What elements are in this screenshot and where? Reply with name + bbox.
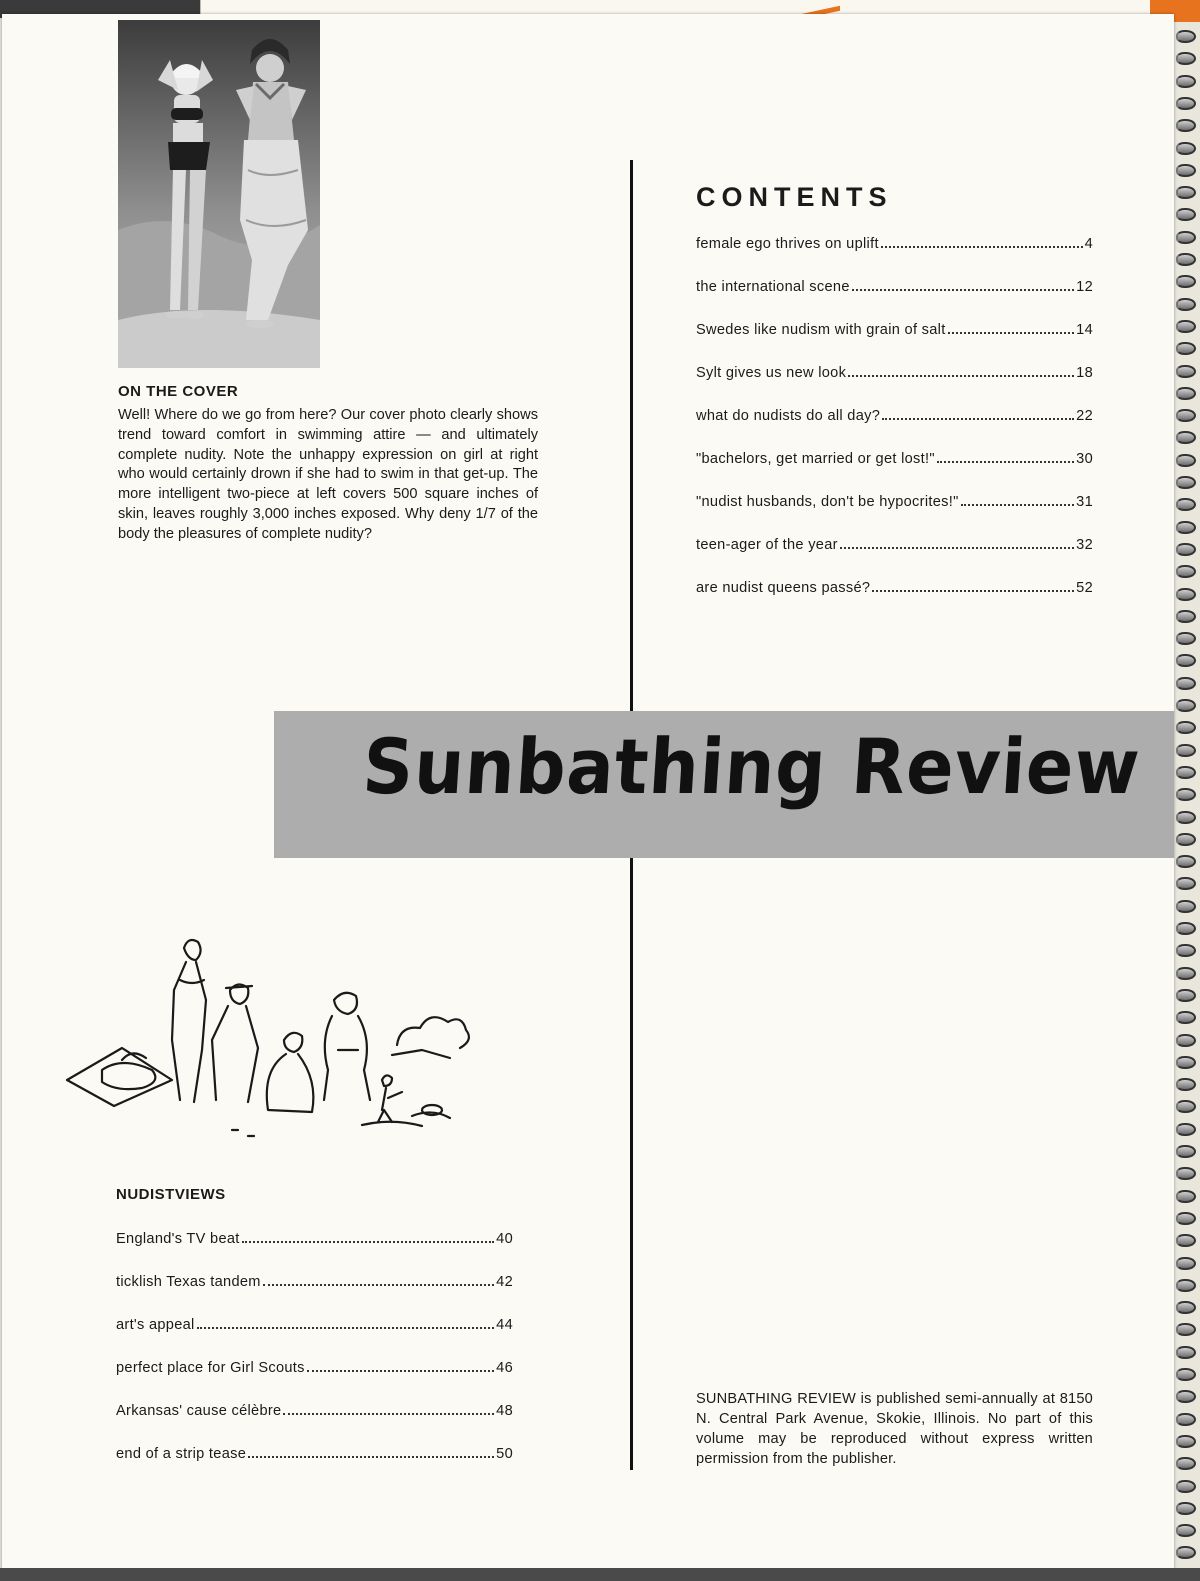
spiral-coil: [1176, 1368, 1196, 1381]
spiral-coil: [1176, 164, 1196, 177]
nudistviews-item-title: perfect place for Girl Scouts: [116, 1360, 305, 1376]
contents-item[interactable]: [696, 279, 1093, 322]
cover-photo: [118, 20, 320, 368]
nudistviews-list: [116, 1231, 513, 1489]
spiral-coil: [1176, 75, 1196, 88]
nudistviews-item-page: 46: [496, 1360, 513, 1376]
contents-title: CONTENTS: [696, 182, 893, 212]
dot-leader: [848, 375, 1074, 377]
spiral-coil: [1176, 1390, 1196, 1403]
spiral-coil: [1176, 1234, 1196, 1247]
dot-leader: [881, 246, 1083, 248]
spiral-coil: [1176, 342, 1196, 355]
nudistviews-item-title: ticklish Texas tandem: [116, 1274, 261, 1290]
spiral-coil: [1176, 1078, 1196, 1091]
spiral-coil: [1176, 833, 1196, 846]
contents-item-title: what do nudists do all day?: [696, 408, 881, 424]
on-the-cover-heading: ON THE COVER: [118, 383, 239, 400]
spiral-coil: [1176, 208, 1196, 221]
contents-item-title: Swedes like nudism with grain of salt: [696, 322, 946, 338]
spiral-coil: [1176, 409, 1196, 422]
spiral-coil: [1176, 1011, 1196, 1024]
contents-item[interactable]: [696, 537, 1093, 580]
nudistviews-item-page: 48: [496, 1403, 513, 1419]
spiral-coil: [1176, 632, 1196, 645]
column-divider-bottom: [630, 858, 633, 1470]
spiral-coil: [1176, 1212, 1196, 1225]
contents-item-page: 22: [1076, 408, 1093, 424]
spiral-coil: [1176, 811, 1196, 824]
spiral-binding: [1174, 30, 1200, 1570]
spiral-coil: [1176, 119, 1196, 132]
spiral-coil: [1176, 1145, 1196, 1158]
spiral-coil: [1176, 1435, 1196, 1448]
spiral-coil: [1176, 855, 1196, 868]
dot-leader: [961, 504, 1075, 506]
contents-item[interactable]: [696, 236, 1093, 279]
nudistviews-item[interactable]: [116, 1403, 513, 1446]
contents-item-title: are nudist queens passé?: [696, 580, 871, 596]
spiral-coil: [1176, 1301, 1196, 1314]
contents-item-title: the international scene: [696, 279, 850, 295]
spiral-coil: [1176, 1502, 1196, 1515]
spiral-coil: [1176, 1100, 1196, 1113]
spiral-coil: [1176, 1346, 1196, 1359]
spiral-coil: [1176, 275, 1196, 288]
on-the-cover-text: Well! Where do we go from here? Our cover photo clearly shows trend toward comfort in swimming attire — and ultimately complete nudity. Note the unhappy expression on girl at right who would certainly drown if she had to swim in that get-up. The more intelligent two-piece at left covers 500 square inches of skin, leaves roughly 3,000 inches exposed. Why deny 1/7 of the body the pleasures of complete nudity?: [118, 407, 538, 542]
contents-item-page: 14: [1076, 322, 1093, 338]
dot-leader: [882, 418, 1074, 420]
spiral-coil: [1176, 186, 1196, 199]
contents-item-page: 31: [1076, 494, 1093, 510]
spiral-coil: [1176, 788, 1196, 801]
contents-item[interactable]: [696, 408, 1093, 451]
nudistviews-item-title: Arkansas' cause célèbre: [116, 1403, 282, 1419]
dot-leader: [197, 1327, 495, 1329]
nudistviews-item[interactable]: [116, 1231, 513, 1274]
spiral-coil: [1176, 677, 1196, 690]
spiral-coil: [1176, 900, 1196, 913]
dot-leader: [248, 1456, 494, 1458]
dot-leader: [852, 289, 1074, 291]
spiral-coil: [1176, 967, 1196, 980]
nudistviews-heading: NUDISTVIEWS: [116, 1186, 226, 1203]
spiral-coil: [1176, 298, 1196, 311]
spiral-coil: [1176, 1323, 1196, 1336]
dot-leader: [242, 1241, 495, 1243]
spiral-coil: [1176, 1480, 1196, 1493]
contents-list: [696, 236, 1093, 623]
nudistviews-item[interactable]: [116, 1446, 513, 1489]
nudistviews-item-title: art's appeal: [116, 1317, 195, 1333]
publisher-note: SUNBATHING REVIEW is published semi-annually at 8150 N. Central Park Avenue, Skokie, Illinois. No part of this volume may be reproduced without express written permission from the publisher.: [696, 1391, 1093, 1467]
dot-leader: [263, 1284, 494, 1286]
contents-item-page: 52: [1076, 580, 1093, 596]
spiral-coil: [1176, 944, 1196, 957]
contents-item[interactable]: [696, 580, 1093, 623]
contents-item-page: 32: [1076, 537, 1093, 553]
contents-item-title: Sylt gives us new look: [696, 365, 847, 381]
contents-item-page: 30: [1076, 451, 1093, 467]
spiral-coil: [1176, 744, 1196, 757]
contents-item-title: teen-ager of the year: [696, 537, 838, 553]
spiral-coil: [1176, 922, 1196, 935]
column-divider-top: [630, 160, 633, 712]
spiral-coil: [1176, 989, 1196, 1002]
spiral-coil: [1176, 877, 1196, 890]
nudistviews-item-page: 40: [496, 1231, 513, 1247]
dot-leader: [283, 1413, 494, 1415]
spiral-coil: [1176, 1190, 1196, 1203]
spiral-coil: [1176, 1546, 1196, 1559]
spiral-coil: [1176, 1524, 1196, 1537]
spiral-coil: [1176, 253, 1196, 266]
nudistviews-item-title: end of a strip tease: [116, 1446, 247, 1462]
spiral-coil: [1176, 1413, 1196, 1426]
spiral-coil: [1176, 699, 1196, 712]
spiral-coil: [1176, 565, 1196, 578]
spiral-coil: [1176, 610, 1196, 623]
spiral-coil: [1176, 1056, 1196, 1069]
beach-sketch-illustration: [62, 930, 482, 1150]
nudistviews-item[interactable]: [116, 1317, 513, 1360]
spiral-coil: [1176, 1279, 1196, 1292]
spiral-coil: [1176, 387, 1196, 400]
nudistviews-item-page: 42: [496, 1274, 513, 1290]
spiral-coil: [1176, 543, 1196, 556]
spiral-coil: [1176, 766, 1196, 779]
spiral-coil: [1176, 30, 1196, 43]
spiral-coil: [1176, 654, 1196, 667]
contents-item[interactable]: [696, 322, 1093, 365]
spiral-coil: [1176, 498, 1196, 511]
spiral-coil: [1176, 97, 1196, 110]
nudistviews-item[interactable]: [116, 1274, 513, 1317]
spiral-coil: [1176, 454, 1196, 467]
spiral-coil: [1176, 1167, 1196, 1180]
spiral-coil: [1176, 231, 1196, 244]
nudistviews-item-title: England's TV beat: [116, 1231, 240, 1247]
spiral-coil: [1176, 142, 1196, 155]
spiral-coil: [1176, 721, 1196, 734]
spiral-coil: [1176, 365, 1196, 378]
contents-item-title: "nudist husbands, don't be hypocrites!": [696, 494, 959, 510]
contents-item-title: female ego thrives on uplift: [696, 236, 879, 252]
dot-leader: [948, 332, 1075, 334]
masthead-title: Sunbathing Review: [360, 722, 1143, 811]
contents-item-page: 12: [1076, 279, 1093, 295]
spiral-coil: [1176, 320, 1196, 333]
spiral-coil: [1176, 1123, 1196, 1136]
contents-item-page: 4: [1084, 236, 1093, 252]
spiral-coil: [1176, 1257, 1196, 1270]
background-edge-bottom: [0, 1568, 1200, 1581]
spiral-coil: [1176, 588, 1196, 601]
dot-leader: [307, 1370, 494, 1372]
contents-item[interactable]: [696, 451, 1093, 494]
contents-item-title: "bachelors, get married or get lost!": [696, 451, 935, 467]
spiral-coil: [1176, 1457, 1196, 1470]
spiral-coil: [1176, 1034, 1196, 1047]
contents-item[interactable]: [696, 494, 1093, 537]
nudistviews-item-page: 44: [496, 1317, 513, 1333]
spiral-coil: [1176, 431, 1196, 444]
nudistviews-item-page: 50: [496, 1446, 513, 1462]
dot-leader: [872, 590, 1074, 592]
spiral-coil: [1176, 521, 1196, 534]
nudistviews-item[interactable]: [116, 1360, 513, 1403]
contents-item[interactable]: [696, 365, 1093, 408]
dot-leader: [840, 547, 1074, 549]
dot-leader: [937, 461, 1074, 463]
spiral-coil: [1176, 52, 1196, 65]
spiral-coil: [1176, 476, 1196, 489]
contents-item-page: 18: [1076, 365, 1093, 381]
